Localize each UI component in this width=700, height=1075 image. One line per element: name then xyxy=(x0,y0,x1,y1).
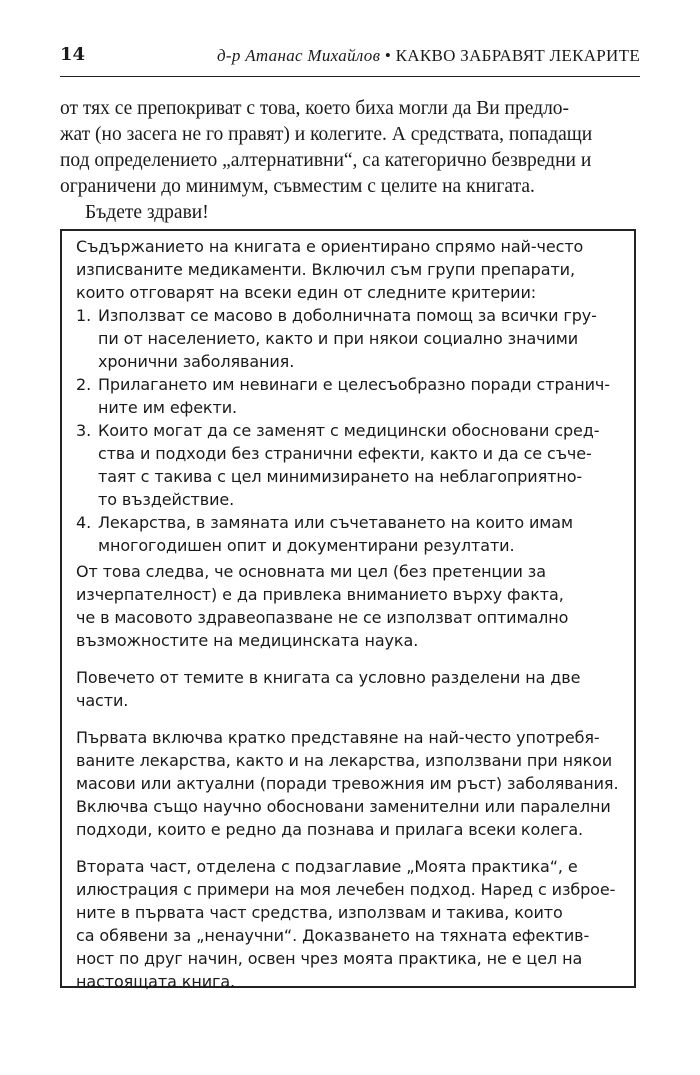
intro-line: жат (но засега не го правят) и колегите. А средствата, попадащи xyxy=(60,124,593,145)
list-item: 2. Прилагането им невинаги е целесъобразно поради странич- ните им ефекти. xyxy=(76,375,610,417)
box-paragraph: Втората част, отделена с подзаглавие „Моята практика“, е илюстрация с примери на моя лечебен подход. Наред с изброе- ните в първата част средства, използвам и такива, които са обявени за „ненаучни“. Доказването на тяхната ефектив- ност по друг начин, освен чрез моята практика, не е цел на настоящата книга. xyxy=(76,857,616,991)
intro-line: ограничени до минимум, съвместим с целите на книгата. xyxy=(60,176,535,197)
criteria-list xyxy=(76,304,620,557)
title-separator: • xyxy=(384,46,392,65)
list-number: 1. xyxy=(76,306,92,325)
box-paragraph: От това следва, че основната ми цел (без претенции за изчерпателност) е да привлека вниманието върху факта, че в масовото здравеопазване не се използват оптимално възможностите на медицинската наука. xyxy=(76,562,569,650)
intro-line: под определението „алтернативни“, са категорично безвредни и xyxy=(60,150,592,171)
intro-line: от тях се препокриват с това, което биха могли да Ви предло- xyxy=(60,98,570,119)
list-number: 4. xyxy=(76,513,92,532)
running-title xyxy=(217,46,640,66)
page-number: 14 xyxy=(60,44,86,65)
author-name: д-р Атанас Михайлов xyxy=(216,46,381,65)
list-item: 3. Които могат да се заменят с медицински обосновани сред- ства и подходи без странични ефекти, както и да се съче- таят с такива с цел минимизирането на неблагоприятно- то въздействие. xyxy=(76,421,600,509)
book-title: КАКВО ЗАБРАВЯТ ЛЕКАРИТЕ xyxy=(395,46,640,65)
list-number: 3. xyxy=(76,421,92,440)
box-paragraph: Повечето от темите в книгата са условно разделени на две части. xyxy=(76,668,581,710)
list-number: 2. xyxy=(76,375,92,394)
list-item: 4. Лекарства, в замяната или съчетаването на които имам многогодишен опит и документирани резултати. xyxy=(76,513,573,555)
box-opening: Съдържанието на книгата е ориентирано спрямо най-често изписваните медикаменти. Включил съм групи препарати, които отговарят на всеки един от следните критерии: xyxy=(76,237,584,302)
running-header xyxy=(60,40,640,77)
closing-greeting: Бъдете здрави! xyxy=(85,202,209,223)
intro-text xyxy=(60,96,640,226)
box-paragraph: Първата включва кратко представяне на най-често употребя- ваните лекарства, както и на лекарства, използвани при някои масови или актуални (поради тревожния им ръст) заболявания. Включва също научно обосновани заменителни или паралелни подходи, които е редно да познава и прилага всеки колега. xyxy=(76,728,619,839)
framed-note xyxy=(60,229,636,991)
list-item: 1. Използват се масово в доболничната помощ за всички гру- пи от населението, както и при някои социално значими хронични заболявания. xyxy=(76,306,597,371)
